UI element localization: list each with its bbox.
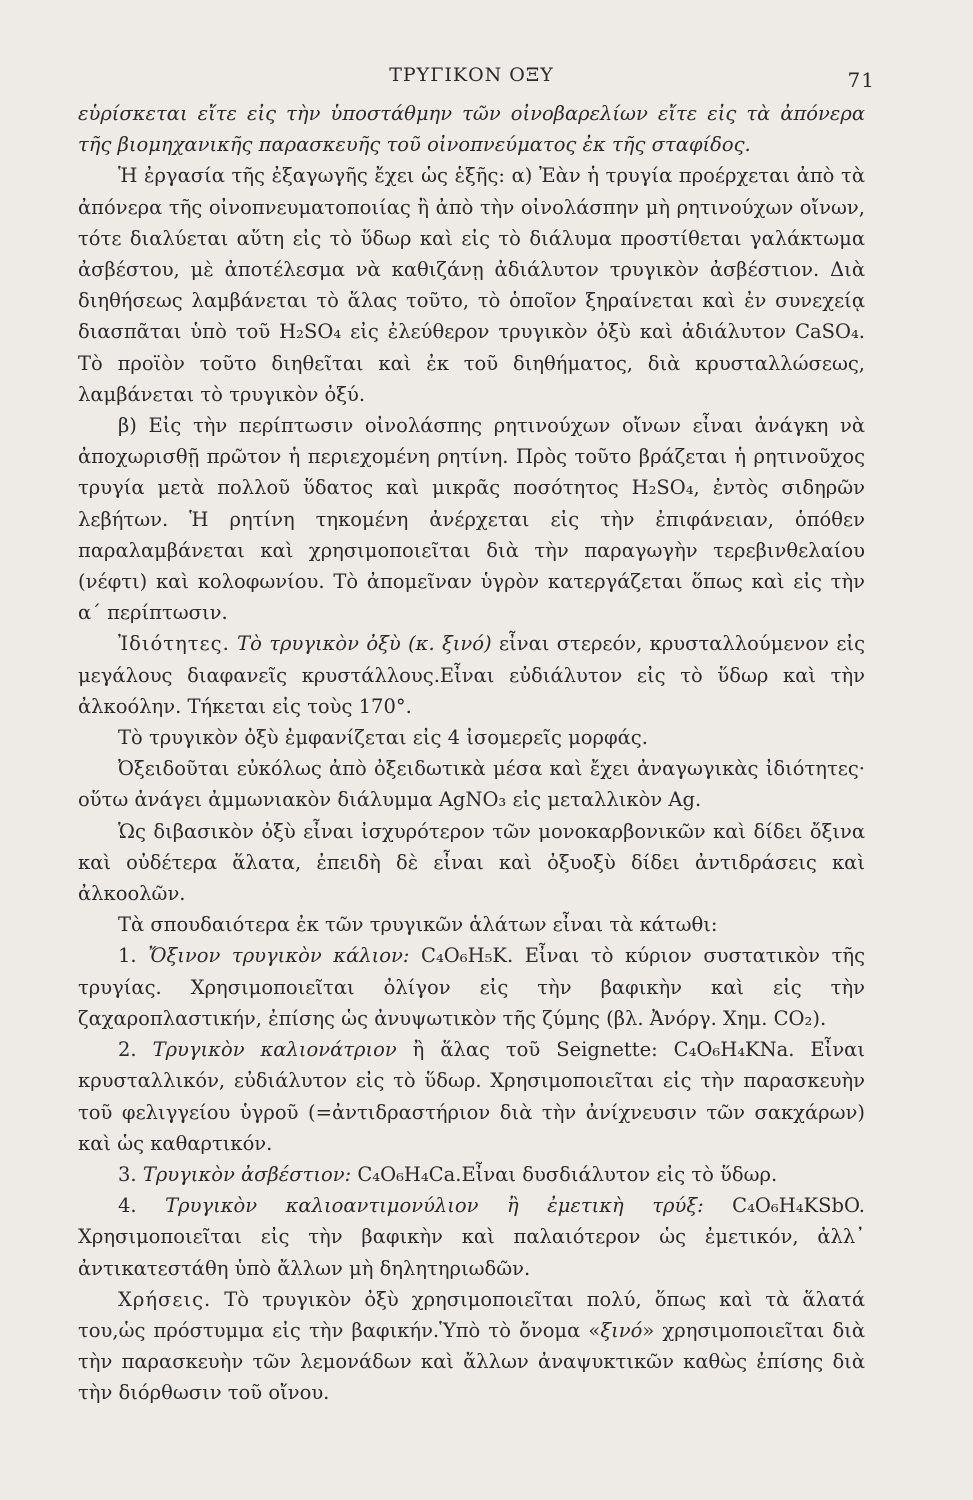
paragraph-isomers: Τὸ τρυγικὸν ὀξὺ ἐμφανίζεται εἰς 4 ἰσομερεῖς μορφάς. [118, 726, 648, 750]
salt-text: ἢ ἅλας τοῦ Seignette: C₄O₆H₄KNa. Εἶναι κρυσταλλικόν, εὐδιάλυτον εἰς τὸ ὕδωρ. Χρησιμοποιεῖται εἰς τὴν παρασκευὴν τοῦ φελιγγείου ὑγροῦ (=ἀντιδραστήριον διὰ τὴν ἀνίχνευσιν τῶν σακχάρων) καὶ ὡς καθαρτικόν. [78, 1038, 865, 1155]
paragraph-resin-case: β) Εἰς τὴν περίπτωσιν οἰνολάσπης ρητινούχων οἴνων εἶναι ἀνάγκη νὰ ἀποχωρισθῇ πρῶτον ἡ περιεχομένη ρητίνη. Πρὸς τοῦτο βράζεται ἡ ρητινοῦχος τρυγία μετὰ πολλοῦ ὕδατος καὶ μικρᾶς ποσότητος H₂SO₄, ἐντὸς σιδηρῶν λεβήτων. Ἡ ρητίνη τηκομένη ἀνέρχεται εἰς τὴν ἐπιφάνειαν, ὁπόθεν παραλαμβάνεται καὶ χρησιμοποιεῖται διὰ τὴν παραγωγὴν τερεβινθελαίου (νέφτι) καὶ κολοφωνίου. Τὸ ἀπομεῖναν ὑγρὸν κατεργάζεται ὅπως καὶ εἰς τὴν α΄ περίπτωσιν. [78, 414, 865, 625]
salt-item [78, 940, 865, 1034]
salt-number: 3. [118, 1162, 137, 1186]
salt-text: C₄O₆H₅K. Εἶναι τὸ κύριον συστατικὸν τῆς τρυγίας. Χρησιμοποιεῖται ὀλίγον εἰς τὴν βαφικὴν καὶ εἰς τὴν ζαχαροπλαστικήν, ἐπίσης ὡς ἀνυψωτικὸν τῆς ζύμης (βλ. Ἀνόργ. Χημ. CO₂). [78, 944, 866, 1030]
salt-name: Ὄξινον τρυγικὸν κάλιον: [148, 944, 410, 968]
uses-text-end: » χρησιμοποιεῖται διὰ τὴν παρασκευὴν τῶν λεμονάδων καὶ ἄλλων ἀναψυκτικῶν καθὼς ἐπίσης διὰ τὴν διόρθωσιν τοῦ οἴνου. [78, 1318, 866, 1405]
salt-item [78, 1190, 865, 1284]
paragraph-salts-intro: Τὰ σπουδαιότερα ἐκ τῶν τρυγικῶν ἁλάτων εἶναι τὰ κάτωθι: [118, 913, 718, 937]
paragraph-properties [78, 628, 865, 722]
uses-italic: ξινό [600, 1318, 643, 1342]
paragraph-oxidation: Ὀξειδοῦται εὐκόλως ἀπὸ ὀξειδωτικὰ μέσα καὶ ἔχει ἀναγωγικὰς ἰδιότητες· οὕτω ἀνάγει ἀμμωνιακὸν διάλυμμα AgNO₃ εἰς μεταλλικὸν Ag. [78, 757, 865, 812]
salt-name: Τρυγικὸν ἀσβέστιον: [142, 1162, 352, 1186]
uses-text: Τὸ τρυγικὸν ὀξὺ χρησιμοποιεῖται πολύ, ὅπως καὶ τὰ ἅλατά του,ὡς πρόστυμμα εἰς τὴν βαφικήν.Ὑπὸ τὸ ὄνομα « [78, 1287, 865, 1342]
paragraph-extraction: Ἡ ἐργασία τῆς ἐξαγωγῆς ἔχει ὡς ἑξῆς: α) Ἐὰν ἡ τρυγία προέρχεται ἀπὸ τὰ ἀπόνερα τῆς οἰνοπνευματοποιίας ἢ ἀπὸ τὴν οἰνολάσπην μὴ ρητινούχων οἴνων, τότε διαλύεται αὕτη εἰς τὸ ὕδωρ καὶ εἰς τὸ διάλυμα προστίθεται γαλάκτωμα ἀσβέστου, μὲ ἀποτέλεσμα νὰ καθιζάνῃ ἀδιάλυτον τρυγικὸν ἀσβέστιον. Διὰ διηθήσεως λαμβάνεται τὸ ἅλας τοῦτο, τὸ ὁποῖον ξηραίνεται καὶ ἐν συνεχείᾳ διασπᾶται ὑπὸ τοῦ H₂SO₄ εἰς ἐλεύθερον τρυγικὸν ὀξὺ καὶ ἀδιάλυτον CaSO₄. Τὸ προϊὸν τοῦτο διηθεῖται καὶ ἐκ τοῦ διηθήματος, διὰ κρυσταλλώσεως, λαμβάνεται τὸ τρυγικὸν ὀξύ. [78, 164, 865, 406]
page-header [78, 58, 875, 98]
salt-text: C₄O₆H₄KSbO. Χρησιμοποιεῖται εἰς τὴν βαφικὴν καὶ παλαιότερον ὡς ἐμετικόν, ἀλλ᾽ ἀντικατεστάθη ὑπὸ ἄλλων μὴ δηλητηριωδῶν. [78, 1194, 866, 1280]
salt-number: 4. [118, 1194, 137, 1218]
page-body [78, 98, 865, 1409]
page-number: 71 [847, 68, 875, 92]
properties-italic: Τὸ τρυγικὸν ὀξὺ (κ. ξινό) [237, 632, 492, 656]
paragraph-uses [78, 1284, 865, 1409]
salt-number: 2. [118, 1038, 137, 1062]
properties-text: εἶναι στερεόν, κρυσταλλούμενον εἰς μεγάλους διαφανεῖς κρυστάλλους.Εἶναι εὐδιάλυτον εἰς τὸ ὕδωρ καὶ τὴν ἀλκοόλην. Τήκεται εἰς τοὺς 170°. [78, 632, 865, 718]
running-title: ΤΡΥΓΙΚΟΝ ΟΞΥ [389, 64, 554, 86]
salt-item [78, 1034, 865, 1159]
salt-item [78, 1159, 865, 1190]
uses-label: Χρήσεις. [118, 1287, 212, 1311]
salt-number: 1. [118, 944, 137, 968]
properties-label: Ἰδιότητες. [118, 632, 230, 656]
salt-name: Τρυγικὸν καλιοαντιμονύλιον ἢ ἐμετικὴ τρύξ: [165, 1194, 704, 1218]
salt-name: Τρυγικὸν καλιονάτριον [152, 1038, 397, 1062]
salt-text: C₄O₆H₄Ca.Εἶναι δυσδιάλυτον εἰς τὸ ὕδωρ. [351, 1162, 778, 1186]
paragraph-continuation: εὑρίσκεται εἴτε εἰς τὴν ὑποστάθμην τῶν οἰνοβαρελίων εἴτε εἰς τὰ ἀπόνερα τῆς βιομηχανικῆς παρασκευῆς τοῦ οἰνοπνεύματος ἐκ τῆς σταφίδος. [78, 102, 865, 157]
paragraph-dibasic: Ὡς διβασικὸν ὀξὺ εἶναι ἰσχυρότερον τῶν μονοκαρβονικῶν καὶ δίδει ὄξινα καὶ οὐδέτερα ἅλατα, ἐπειδὴ δὲ εἶναι καὶ ὀξυοξὺ δίδει ἀντιδράσεις καὶ ἀλκοολῶν. [78, 819, 865, 906]
